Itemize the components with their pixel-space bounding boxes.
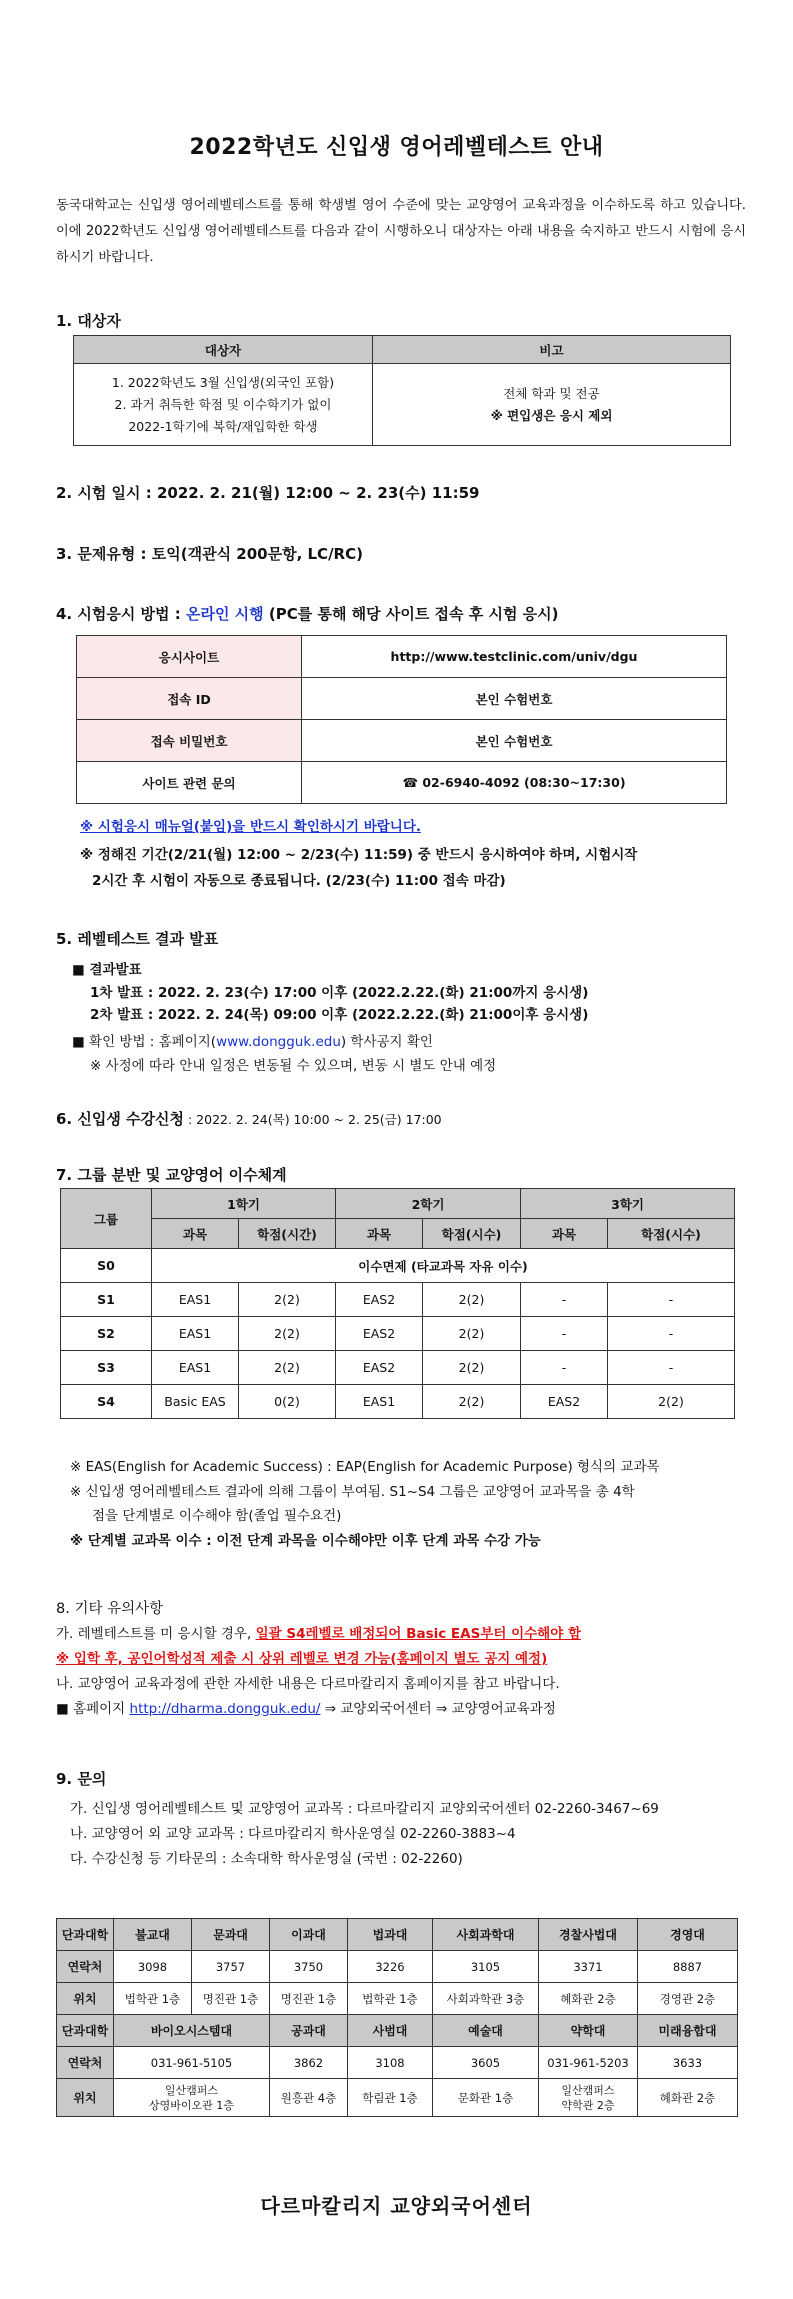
section-4-heading: 4. 시험응시 방법 : 온라인 시행 (PC를 통해 해당 사이트 접속 후 시험 응시)	[56, 605, 559, 623]
note-c: ■ 홈페이지 http://dharma.dongguk.edu/ ⇒ 교양외국어센터 ⇒ 교양영어교육과정	[56, 1701, 556, 1717]
intro-paragraph: 동국대학교는 신입생 영어레벨테스트를 통해 학생별 영어 수준에 맞는 교양영어 교육과정을 이수하도록 하고 있습니다. 이에 2022학년도 신입생 영어레벨테스트를 다음과 같이 시행하오니 대상자는 아래 내용을 숙지하고 반드시 시험에 응시하시기 바랍니다.	[56, 198, 746, 265]
section-8-heading: 8. 기타 유의사항	[56, 1601, 164, 1617]
target-table	[73, 335, 731, 446]
table-row: S2 EAS1 2(2) EAS2 2(2) - -	[61, 1317, 735, 1351]
result-round-2: 2차 발표 : 2022. 2. 24(목) 09:00 이후 (2022.2.22.(화) 21:00이후 응시생)	[90, 1007, 589, 1023]
s0-exemption: 이수면제 (타교과목 자유 이수)	[152, 1249, 735, 1283]
contact-c: 다. 수강신청 등 기타문의 : 소속대학 학사운영실 (국번 : 02-2260)	[70, 1851, 463, 1867]
table-row: S4 Basic EAS 0(2) EAS1 2(2) EAS2 2(2)	[61, 1385, 735, 1419]
note-b: 나. 교양영어 교육과정에 관한 자세한 내용은 다르마칼리지 홈페이지를 참고 바랍니다.	[56, 1676, 560, 1692]
footer-org-name: 다르마칼리지 교양외국어센터	[260, 2194, 533, 2218]
note-a2: ※ 입학 후, 공인어학성적 제출 시 상위 레벨로 변경 가능(홈페이지 별도 공지 예정)	[56, 1651, 548, 1667]
result-check-method: ■ 확인 방법 : 홈페이지(www.dongguk.edu) 학사공지 확인	[72, 1034, 433, 1050]
contact-b: 나. 교양영어 외 교양 교과목 : 다르마칼리지 학사운영실 02-2260-3883~4	[70, 1826, 516, 1842]
result-change-notice: ※ 사정에 따라 안내 일정은 변동될 수 있으며, 변동 시 별도 안내 예정	[90, 1058, 497, 1074]
group-s0: S0	[61, 1249, 152, 1283]
group-header: 그룹	[61, 1189, 152, 1249]
group-note-1: ※ 신입생 영어레벨테스트 결과에 의해 그룹이 부여됨. S1~S4 그룹은 교양영어 교과목을 총 4학	[70, 1484, 635, 1500]
college-contact-table: 단과대학 불교대 문과대 이과대 법과대 사회과학대 경찰사법대 경영대 연락처 3098 3757 3750 3226 3105 3371 8887 위치 법학관 1층 명진관 1층 명진관 1층 법학관 1층 사회과학관 3층 혜화관 2층 경영관 2층 단과대학 바이오시스템대 공과대 사범대 예술대 약학대 미래융합대 연락처 031-961-5105 3862 3108 3605 031-961-5203 3633 위치 일산캠퍼스 상영바이오관 1층 원흥관 4층 학림관 1층 문화관 1층 일산캠퍼스 약학관 2층 혜화관 2층	[56, 1918, 738, 2117]
dharma-link[interactable]: http://dharma.dongguk.edu/	[129, 1701, 321, 1717]
dongguk-link[interactable]: www.dongguk.edu	[216, 1034, 341, 1050]
section-9-heading: 9. 문의	[56, 1770, 107, 1788]
access-label: 사이트 관련 문의	[77, 762, 302, 804]
access-value: 본인 수험번호	[302, 678, 727, 720]
contact-a: 가. 신입생 영어레벨테스트 및 교양영어 교과목 : 다르마칼리지 교양외국어센터 02-2260-3467~69	[70, 1801, 659, 1817]
semester-3-header: 3학기	[521, 1189, 735, 1219]
access-phone: ☎ 02-6940-4092 (08:30~17:30)	[302, 762, 727, 804]
section-5-heading: 5. 레벨테스트 결과 발표	[56, 930, 219, 948]
course-system-table: 그룹 1학기 2학기 3학기 과목 학점(시간) 과목 학점(시수) 과목 학점(시수) S0 이수면제 (타교과목 자유 이수) S1 EAS1 2(2) EAS2 2(2) - - S2 EAS1 2(2) EAS2 2(2) - - S3 EAS1 2(2) EAS2 2(2) - - S4 Basic EAS 0(2) EAS1 2(2) EAS2 2(2)	[60, 1188, 735, 1419]
deadline-notice-1: ※ 정해진 기간(2/21(월) 12:00 ~ 2/23(수) 11:59) 중 반드시 응시하여야 하며, 시험시작	[80, 847, 638, 863]
access-label: 접속 비밀번호	[77, 720, 302, 762]
result-subheading: ■ 결과발표	[72, 962, 142, 978]
note-col-header: 비고	[373, 336, 731, 364]
group-note-2: 점을 단계별로 이수해야 함(졸업 필수요건)	[92, 1508, 342, 1524]
step-note: ※ 단계별 교과목 이수 : 이전 단계 과목을 이수해야만 이후 단계 과목 수강 가능	[70, 1533, 541, 1549]
result-round-1: 1차 발표 : 2022. 2. 23(수) 17:00 이후 (2022.2.22.(화) 21:00까지 응시생)	[90, 985, 589, 1001]
section-2-heading: 2. 시험 일시 : 2022. 2. 21(월) 12:00 ~ 2. 23(수) 11:59	[56, 484, 480, 502]
access-label: 접속 ID	[77, 678, 302, 720]
section-1-heading: 1. 대상자	[56, 312, 121, 330]
section-3-heading: 3. 문제유형 : 토익(객관식 200문항, LC/RC)	[56, 545, 363, 563]
deadline-notice-2: 2시간 후 시험이 자동으로 종료됩니다. (2/23(수) 11:00 접속 마감)	[92, 873, 506, 889]
semester-1-header: 1학기	[152, 1189, 336, 1219]
note-a: 가. 레벨테스트를 미 응시할 경우, 일괄 S4레벨로 배정되어 Basic EAS부터 이수해야 함	[56, 1626, 582, 1642]
access-label: 응시사이트	[77, 636, 302, 678]
table-row: S1 EAS1 2(2) EAS2 2(2) - -	[61, 1283, 735, 1317]
eas-note: ※ EAS(English for Academic Success) : EAP(English for Academic Purpose) 형식의 교과목	[70, 1459, 660, 1475]
manual-notice[interactable]: ※ 시험응시 매뉴얼(붙임)을 반드시 확인하시기 바랍니다.	[80, 819, 421, 835]
target-col-header: 대상자	[74, 336, 373, 364]
page-title: 2022학년도 신입생 영어레벨테스트 안내	[189, 135, 604, 160]
note-cell: 전체 학과 및 전공 ※ 편입생은 응시 제외	[373, 364, 731, 446]
section-6-heading: 6. 신입생 수강신청 : 2022. 2. 24(목) 10:00 ~ 2. 25(금) 17:00	[56, 1110, 442, 1128]
exam-access-table	[76, 635, 727, 804]
table-row: S3 EAS1 2(2) EAS2 2(2) - -	[61, 1351, 735, 1385]
target-cell: 1. 2022학년도 3월 신입생(외국인 포함) 2. 과거 취득한 학점 및 이수학기가 없이 2022-1학기에 복학/재입학한 학생	[74, 364, 373, 446]
access-value: 본인 수험번호	[302, 720, 727, 762]
section-7-heading: 7. 그룹 분반 및 교양영어 이수체계	[56, 1166, 287, 1184]
semester-2-header: 2학기	[336, 1189, 521, 1219]
access-site-url[interactable]: http://www.testclinic.com/univ/dgu	[302, 636, 727, 678]
